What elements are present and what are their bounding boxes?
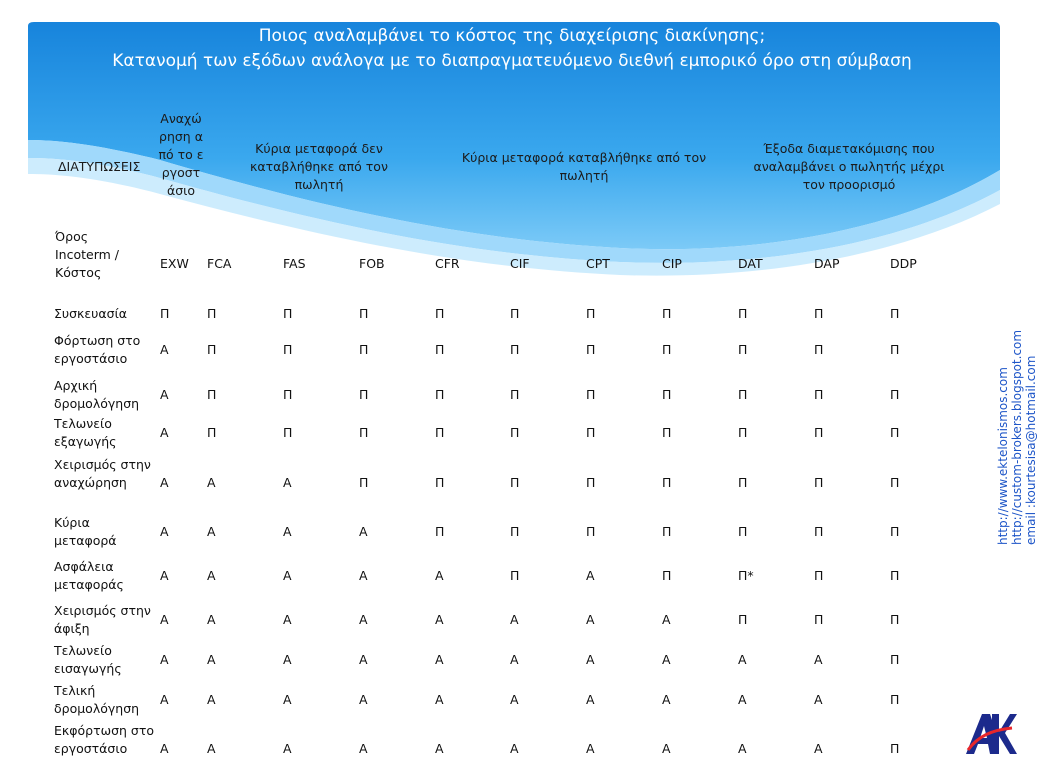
cost-cell: Π xyxy=(890,612,900,627)
cost-cell: Α xyxy=(359,652,368,667)
cost-cell: Π xyxy=(207,342,217,357)
cost-cell: Α xyxy=(160,741,169,756)
cost-cell: Α xyxy=(586,692,595,707)
term-header-cif: CIF xyxy=(510,256,530,271)
cost-cell: Α xyxy=(738,692,747,707)
cost-cell: Π xyxy=(283,306,293,321)
row-label: Χειρισμός στην άφιξη xyxy=(54,603,151,636)
cost-cell: Π xyxy=(814,612,824,627)
cost-cell: Π xyxy=(738,387,748,402)
page-title xyxy=(60,24,964,74)
term-header-dap: DAP xyxy=(814,256,840,271)
cost-cell: Π xyxy=(359,475,369,490)
cost-cell: Α xyxy=(160,387,169,402)
cost-cell: Α xyxy=(738,741,747,756)
cost-cell: Π xyxy=(586,524,596,539)
cost-cell: Π xyxy=(435,475,445,490)
cost-cell: Α xyxy=(359,692,368,707)
cost-cell: Α xyxy=(207,524,216,539)
term-header-cfr: CFR xyxy=(435,256,460,271)
row-label: Τελωνείο εισαγωγής xyxy=(54,643,122,676)
cost-cell: Π xyxy=(510,387,520,402)
cost-cell: Α xyxy=(662,692,671,707)
cost-cell: Π xyxy=(814,475,824,490)
ak-logo-icon xyxy=(962,706,1018,762)
cost-cell: Α xyxy=(586,652,595,667)
term-header-fca: FCA xyxy=(207,256,232,271)
link-website[interactable]: http://www.ektelonismos.com xyxy=(996,367,1010,545)
cost-cell: Π xyxy=(738,612,748,627)
cost-cell: Π xyxy=(586,475,596,490)
cost-cell: Α xyxy=(160,612,169,627)
cost-cell: Α xyxy=(435,652,444,667)
cost-cell: Α xyxy=(160,568,169,583)
cost-cell: Π xyxy=(738,425,748,440)
header-main-paid: Κύρια μεταφορά καταβλήθηκε από τον πωλητή xyxy=(461,150,707,183)
row-label: Τελωνείο εξαγωγής xyxy=(54,416,117,449)
cost-cell: Π xyxy=(435,524,445,539)
cost-cell: Α xyxy=(283,741,292,756)
cost-cell: Π xyxy=(738,524,748,539)
cost-cell: Π xyxy=(283,342,293,357)
cost-cell: Π xyxy=(814,306,824,321)
term-header-ddp: DDP xyxy=(890,256,917,271)
cost-cell: Π xyxy=(890,568,900,583)
cost-cell: Α xyxy=(283,568,292,583)
cost-cell: Α xyxy=(207,741,216,756)
cost-cell: Π xyxy=(738,342,748,357)
cost-cell: Π xyxy=(890,425,900,440)
cost-cell: Π xyxy=(283,387,293,402)
cost-cell: Π xyxy=(662,306,672,321)
cost-cell: Π xyxy=(283,425,293,440)
cost-cell: Π xyxy=(814,342,824,357)
cost-cell: Π xyxy=(359,306,369,321)
cost-cell: Α xyxy=(160,652,169,667)
row-label: Κύρια μεταφορά xyxy=(54,515,117,548)
cost-cell: Π xyxy=(586,425,596,440)
side-links xyxy=(996,315,1038,545)
cost-cell: Π xyxy=(890,306,900,321)
cost-cell: Π xyxy=(510,306,520,321)
cost-cell: Α xyxy=(160,692,169,707)
cost-cell: Α xyxy=(160,524,169,539)
cost-cell: Α xyxy=(435,741,444,756)
header-transit: Έξοδα διαμετακόμισης που αναλαμβάνει ο πωλητής μέχρι τον προορισμό xyxy=(753,141,945,192)
cost-cell: Α xyxy=(207,568,216,583)
cost-cell: Α xyxy=(510,612,519,627)
cost-cell: Π xyxy=(738,475,748,490)
term-header-fas: FAS xyxy=(283,256,306,271)
cost-cell: Π xyxy=(160,306,170,321)
cost-cell: Π xyxy=(890,652,900,667)
cost-cell: Π xyxy=(586,387,596,402)
cost-cell: Π* xyxy=(738,568,754,583)
cost-cell: Π xyxy=(586,342,596,357)
cost-cell: Π xyxy=(510,342,520,357)
cost-cell: Π xyxy=(359,342,369,357)
cost-cell: Π xyxy=(890,741,900,756)
cost-cell: Α xyxy=(814,741,823,756)
cost-cell: Π xyxy=(207,306,217,321)
cost-cell: Π xyxy=(510,524,520,539)
cost-cell: Π xyxy=(890,524,900,539)
row-label: Φόρτωση στο εργοστάσιο xyxy=(54,333,141,366)
cost-cell: Α xyxy=(207,652,216,667)
cost-cell: Π xyxy=(586,306,596,321)
cost-cell: Π xyxy=(662,568,672,583)
cost-cell: Π xyxy=(814,425,824,440)
cost-cell: Α xyxy=(510,692,519,707)
cost-cell: Π xyxy=(207,425,217,440)
cost-cell: Π xyxy=(359,387,369,402)
term-header-dat: DAT xyxy=(738,256,763,271)
cost-cell: Π xyxy=(207,387,217,402)
cost-cell: Π xyxy=(510,425,520,440)
cost-cell: Π xyxy=(510,475,520,490)
row-label: Ασφάλεια μεταφοράς xyxy=(54,559,124,592)
row-label: Τελική δρομολόγηση xyxy=(54,683,140,716)
title-line-2: Κατανομή των εξόδων ανάλογα με το διαπραγματευόμενο διεθνή εμπορικό όρο στη σύμβαση xyxy=(112,51,912,71)
cost-cell: Π xyxy=(662,342,672,357)
link-email[interactable]: email :kourtesisa@hotmail.com xyxy=(1024,355,1038,545)
term-header-exw: EXW xyxy=(160,256,189,271)
cost-cell: Π xyxy=(890,692,900,707)
cost-cell: Α xyxy=(814,652,823,667)
cost-cell: Α xyxy=(283,692,292,707)
column-header-label: Όρος Incoterm / Κόστος xyxy=(55,229,120,280)
cost-cell: Α xyxy=(283,652,292,667)
cost-cell: Α xyxy=(160,475,169,490)
row-label: Συσκευασία xyxy=(54,306,128,321)
cost-cell: Α xyxy=(359,741,368,756)
header-diatyposeis: ΔΙΑΤΥΠΩΣΕΙΣ xyxy=(58,159,141,174)
cost-cell: Π xyxy=(662,425,672,440)
term-header-fob: FOB xyxy=(359,256,385,271)
cost-cell: Π xyxy=(890,342,900,357)
cost-cell: Α xyxy=(586,568,595,583)
cost-cell: Π xyxy=(814,524,824,539)
cost-cell: Α xyxy=(814,692,823,707)
title-line-1: Ποιος αναλαμβάνει το κόστος της διαχείρισης διακίνησης; xyxy=(258,26,766,46)
cost-cell: Π xyxy=(510,568,520,583)
cost-cell: Α xyxy=(662,741,671,756)
cost-cell: Π xyxy=(435,342,445,357)
header-departure: Αναχώρηση από το εργοστάσιο xyxy=(158,111,204,198)
cost-cell: Π xyxy=(435,387,445,402)
cost-cell: Α xyxy=(359,524,368,539)
header-main-unpaid: Κύρια μεταφορά δεν καταβλήθηκε από τον πωλητή xyxy=(250,141,388,192)
link-blog[interactable]: http://custom-brokers.blogspot.com xyxy=(1010,329,1024,545)
cost-cell: Α xyxy=(283,524,292,539)
cost-cell: Α xyxy=(435,612,444,627)
cost-cell: Α xyxy=(662,652,671,667)
cost-cell: Π xyxy=(359,425,369,440)
cost-cell: Α xyxy=(160,342,169,357)
cost-cell: Α xyxy=(283,612,292,627)
cost-cell: Α xyxy=(510,741,519,756)
row-label: Αρχική δρομολόγηση xyxy=(54,378,140,411)
term-header-cip: CIP xyxy=(662,256,682,271)
cost-cell: Α xyxy=(586,741,595,756)
cost-cell: Π xyxy=(814,387,824,402)
cost-cell: Α xyxy=(283,475,292,490)
term-header-cpt: CPT xyxy=(586,256,610,271)
cost-cell: Π xyxy=(738,306,748,321)
cost-cell: Π xyxy=(662,387,672,402)
row-label: Χειρισμός στην αναχώρηση xyxy=(54,457,151,490)
cost-cell: Π xyxy=(435,425,445,440)
cost-cell: Α xyxy=(435,568,444,583)
cost-cell: Α xyxy=(435,692,444,707)
cost-cell: Π xyxy=(662,524,672,539)
cost-cell: Α xyxy=(738,652,747,667)
cost-cell: Α xyxy=(207,612,216,627)
cost-cell: Α xyxy=(160,425,169,440)
cost-cell: Α xyxy=(662,612,671,627)
cost-cell: Α xyxy=(359,568,368,583)
cost-cell: Α xyxy=(586,612,595,627)
cost-cell: Α xyxy=(359,612,368,627)
cost-cell: Α xyxy=(510,652,519,667)
cost-cell: Π xyxy=(890,475,900,490)
cost-cell: Α xyxy=(207,692,216,707)
cost-cell: Π xyxy=(435,306,445,321)
cost-cell: Α xyxy=(207,475,216,490)
cost-cell: Π xyxy=(890,387,900,402)
cost-cell: Π xyxy=(662,475,672,490)
row-label: Εκφόρτωση στο εργοστάσιο xyxy=(54,723,154,756)
cost-cell: Π xyxy=(814,568,824,583)
